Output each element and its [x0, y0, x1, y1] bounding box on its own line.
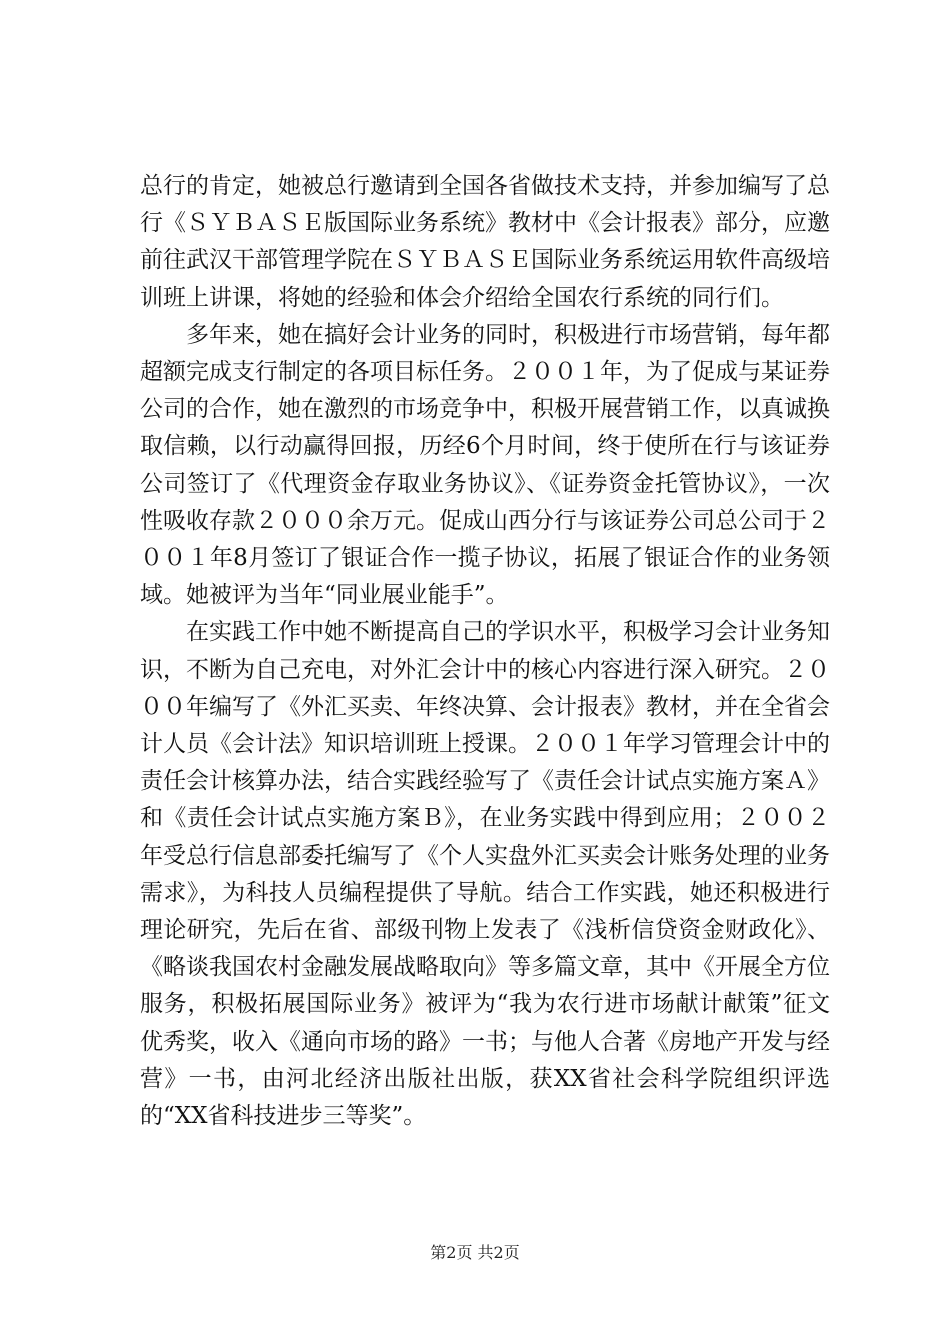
page-footer: 第2页 共2页 [430, 1243, 520, 1262]
document-body [140, 168, 830, 1135]
paragraph-research: 在实践工作中她不断提高自己的学识水平，积极学习会计业务知识，不断为自己充电，对外汇会计中的核心内容进行深入研究。２０００年编写了《外汇买卖、年终决算、会计报表》教材，并在全省会计人员《会计法》知识培训班上授课。２００１年学习管理会计中的责任会计核算办法，结合实践经验写了《责任会计试点实施方案Ａ》和《责任会计试点实施方案Ｂ》，在业务实践中得到应用；２００２年受总行信息部委托编写了《个人实盘外汇买卖会计账务处理的业务需求》，为科技人员编程提供了导航。结合工作实践，她还积极进行理论研究，先后在省、部级刊物上发表了《浅析信贷资金财政化》、《略谈我国农村金融发展战略取向》等多篇文章，其中《开展全方位服务，积极拓展国际业务》被评为“我为农行进市场献计献策”征文优秀奖，收入《通向市场的路》一书；与他人合著《房地产开发与经营》一书，由河北经济出版社出版，获XX省社会科学院组织评选的“XX省科技进步三等奖”。 [140, 619, 830, 1130]
paragraph-continuation: 总行的肯定，她被总行邀请到全国各省做技术支持，并参加编写了总行《ＳＹＢＡＳＥ版国际业务系统》教材中《会计报表》部分，应邀前往武汉干部管理学院在ＳＹＢＡＳＥ国际业务系统运用软件高级培训班上讲课，将她的经验和体会介绍给全国农行系统的同行们。 [140, 173, 830, 311]
paragraph-marketing: 多年来，她在搞好会计业务的同时，积极进行市场营销，每年都超额完成支行制定的各项目标任务。２００１年，为了促成与某证券公司的合作，她在激烈的市场竞争中，积极开展营销工作，以真诚换取信赖，以行动赢得回报，历经6个月时间，终于使所在行与该证券公司签订了《代理资金存取业务协议》、《证券资金托管协议》，一次性吸收存款２０００余万元。促成山西分行与该证券公司总公司于２００１年8月签订了银证合作一揽子协议，拓展了银证合作的业务领域。她被评为当年“同业展业能手”。 [140, 321, 830, 609]
